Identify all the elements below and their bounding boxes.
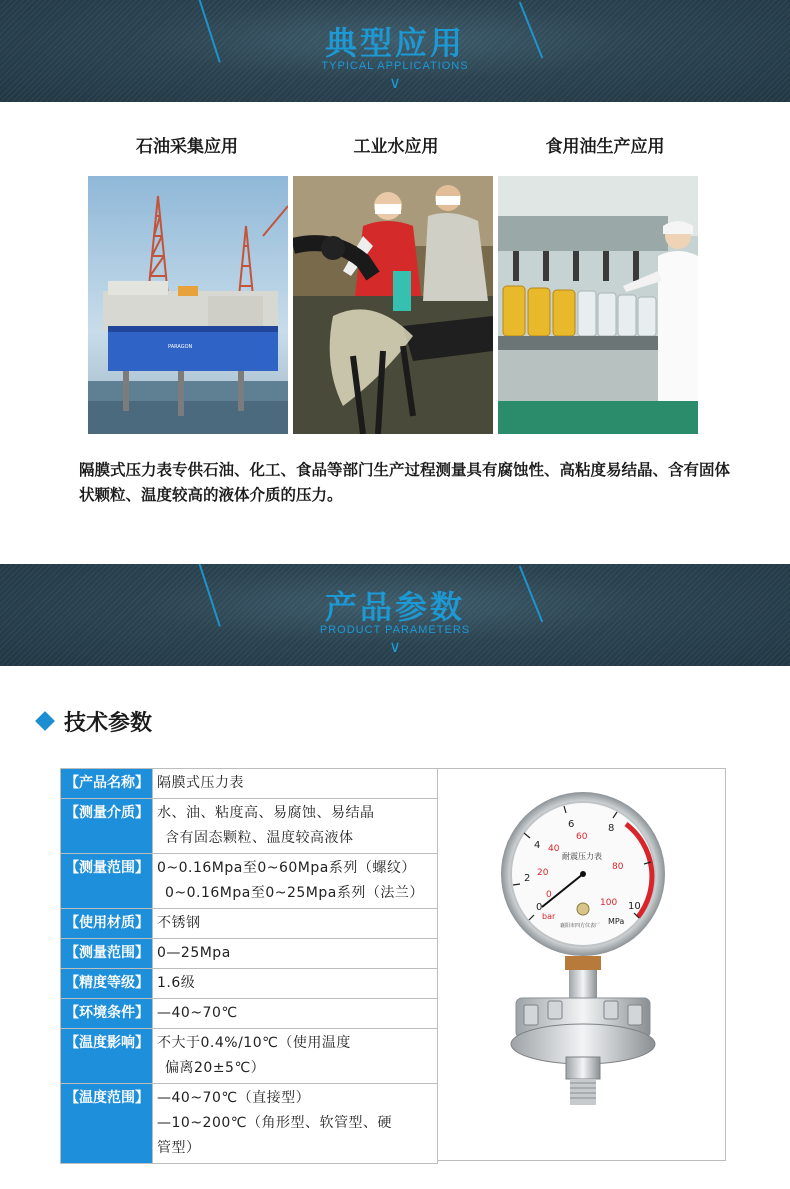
gauge-bar-scale-label: 20: [537, 868, 549, 878]
spec-value-line: —40~70℃: [157, 1005, 238, 1021]
spec-value-line: 不锈钢: [157, 915, 201, 931]
spec-heading-text: 技术参数: [64, 710, 153, 736]
spec-key: 【精度等级】: [61, 969, 153, 999]
table-row: [61, 999, 438, 1029]
gauge-scale-label: 2: [524, 873, 531, 884]
app-label-edible-oil: 食用油生产应用: [545, 137, 665, 157]
spec-value-line: 管型）: [157, 1140, 201, 1156]
spec-value: [153, 939, 438, 969]
spec-value-line: 不大于0.4%/10℃（使用温度: [157, 1035, 351, 1051]
spec-value-line: —10~200℃（角形型、软管型、硬: [157, 1115, 392, 1131]
spec-value: [153, 999, 438, 1029]
spec-value-line: 隔膜式压力表: [157, 775, 244, 791]
banner-typical-applications: [0, 0, 790, 102]
spec-key: 【测量介质】: [61, 799, 153, 854]
gauge-scale-label: 10: [628, 901, 641, 912]
table-row: [61, 909, 438, 939]
table-row: [61, 1029, 438, 1084]
chevron-down-icon: ∨: [389, 637, 401, 656]
spec-value-line: 0~0.16Mpa至0~60Mpa系列（螺纹）: [157, 860, 416, 876]
spec-key: 【温度范围】: [61, 1084, 153, 1164]
table-row: [61, 854, 438, 909]
gauge-scale-label: 6: [568, 819, 575, 830]
offshore-oil-rig-photo: [88, 176, 288, 434]
spec-value: [153, 969, 438, 999]
edible-oil-bottling-line-photo: [498, 176, 698, 434]
spec-key: 【测量范围】: [61, 854, 153, 909]
spec-value-line: 水、油、粘度高、易腐蚀、易结晶: [157, 805, 375, 821]
product-description: 隔膜式压力表专供石油、化工、食品等部门生产过程测量具有腐蚀性、高粘度易结晶、含有固体状颗粒、温度较高的液体介质的压力。: [79, 461, 731, 504]
spec-key: 【产品名称】: [61, 769, 153, 799]
section-title-product-parameters: 产品参数: [324, 588, 465, 626]
spec-value-line: 含有固态颗粒、温度较高液体: [165, 830, 354, 846]
gauge-scale-label: 0: [536, 902, 543, 913]
spec-value-line: 1.6级: [157, 975, 196, 991]
diamond-bullet-icon: [35, 711, 55, 731]
app-label-oil: 石油采集应用: [136, 137, 238, 157]
table-row: [61, 799, 438, 854]
table-row: [61, 1084, 438, 1164]
app-label-water: 工业水应用: [353, 137, 439, 157]
table-row: [61, 769, 438, 799]
gauge-bar-scale-label: 100: [600, 898, 618, 908]
spec-value: [153, 1084, 438, 1164]
section-subtitle-product-parameters: PRODUCT PARAMETERS: [319, 624, 471, 636]
spec-value-line: 偏离20±5℃）: [165, 1060, 266, 1076]
chevron-down-icon: ∨: [389, 73, 401, 92]
gauge-bar-scale-label: 40: [548, 844, 560, 854]
spec-value: [153, 1029, 438, 1084]
gauge-maker: 襄阳市四方仪表厂: [560, 923, 601, 929]
svg-text:PARAGON: PARAGON: [168, 344, 193, 350]
gauge-unit-mpa: MPa: [608, 917, 625, 926]
spec-key: 【环境条件】: [61, 999, 153, 1029]
gauge-bar-scale-label: 60: [576, 832, 588, 842]
gauge-scale-label: 4: [534, 840, 541, 851]
spec-value-line: —40~70℃（直接型）: [157, 1090, 311, 1106]
diaphragm-pressure-gauge-image: [437, 768, 726, 1161]
spec-value-line: 0—25Mpa: [157, 945, 231, 961]
table-row: [61, 969, 438, 999]
gauge-scale-label: 8: [608, 823, 615, 834]
spec-value: [153, 909, 438, 939]
spec-key: 【使用材质】: [61, 909, 153, 939]
industrial-wastewater-workers-photo: [293, 176, 493, 434]
section-title-typical-applications: 典型应用: [324, 24, 465, 62]
spec-key: 【温度影响】: [61, 1029, 153, 1084]
table-row: [61, 939, 438, 969]
spec-value: [153, 769, 438, 799]
gauge-bar-scale-label: 0: [546, 890, 552, 900]
gauge-dial-title: 耐震压力表: [562, 852, 602, 861]
spec-table: [60, 768, 438, 1164]
spec-heading: [34, 705, 152, 737]
spec-key: 【测量范围】: [61, 939, 153, 969]
section-subtitle-typical-applications: TYPICAL APPLICATIONS: [321, 60, 469, 72]
banner-product-parameters: [0, 564, 790, 666]
spec-value: [153, 799, 438, 854]
spec-value: [153, 854, 438, 909]
spec-value-line: 0~0.16Mpa至0~25Mpa系列（法兰）: [165, 885, 424, 901]
gauge-unit-bar: bar: [542, 912, 556, 921]
gauge-bar-scale-label: 80: [612, 862, 624, 872]
